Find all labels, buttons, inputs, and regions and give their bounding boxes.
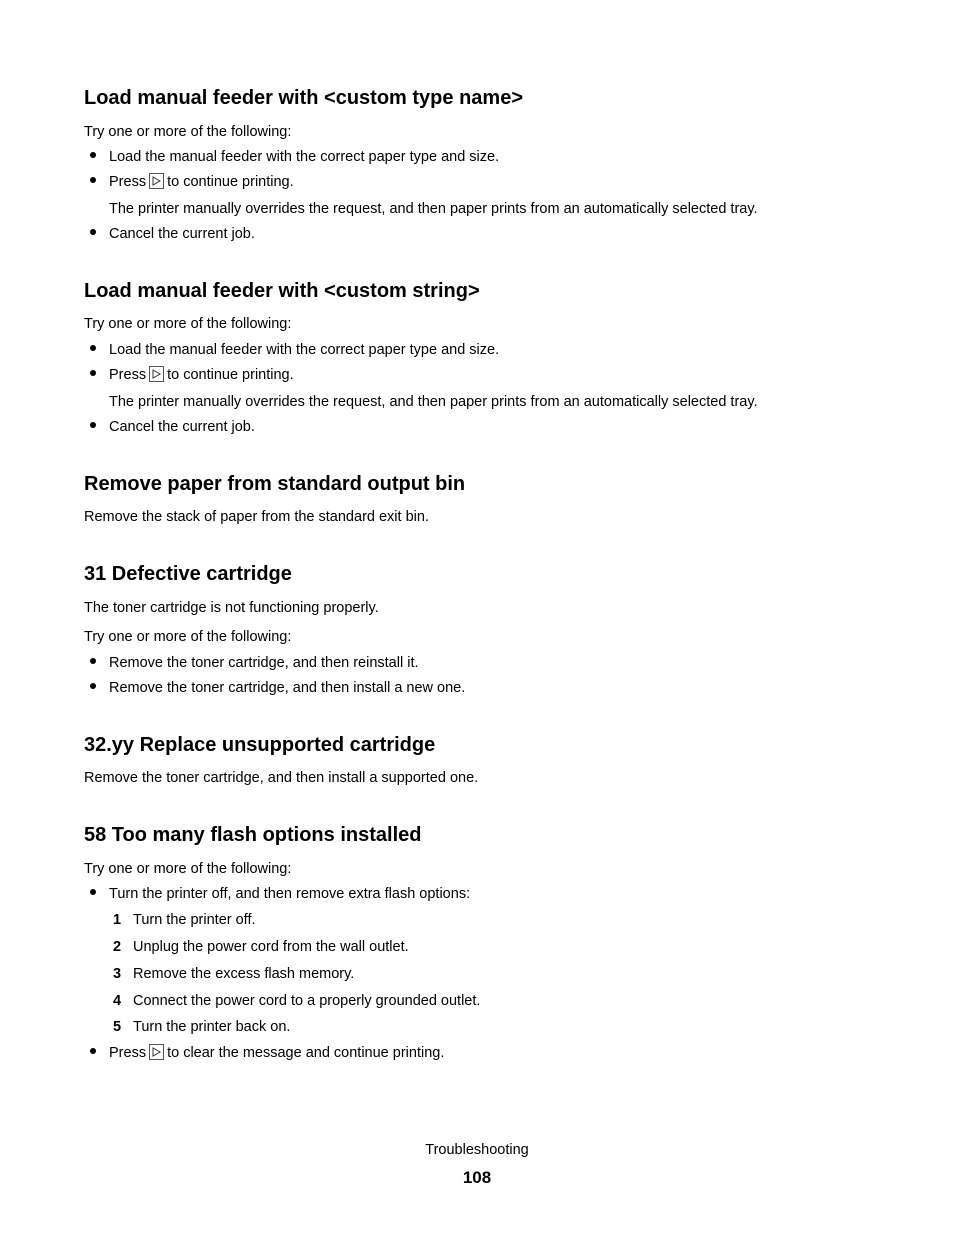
list-item: Cancel the current job. <box>90 225 255 243</box>
list-item: Press to continue printing. <box>90 173 294 191</box>
section-intro: Try one or more of the following: <box>84 861 292 877</box>
section-intro: Try one or more of the following: <box>84 629 292 645</box>
section-heading-58-flash-options: 58 Too many flash options installed <box>84 824 422 846</box>
bullet-icon <box>90 422 96 428</box>
numbered-step: 3 Remove the excess flash memory. <box>113 966 355 982</box>
section-heading-remove-paper: Remove paper from standard output bin <box>84 473 466 495</box>
note-text: The printer manually overrides the request, and then paper prints from an automatically selected tray. <box>109 201 758 217</box>
section-heading-32yy-replace-cartridge: 32.yy Replace unsupported cartridge <box>84 734 436 756</box>
list-item: Press to clear the message and continue printing. <box>90 1044 444 1062</box>
play-triangle-icon <box>149 173 164 189</box>
section-heading-custom-string: Load manual feeder with <custom string> <box>84 280 480 302</box>
section-intro: Try one or more of the following: <box>84 316 292 332</box>
bullet-icon <box>90 658 96 664</box>
list-item: Cancel the current job. <box>90 418 255 436</box>
page-number: 108 <box>462 1168 492 1187</box>
section-text: Remove the stack of paper from the standard exit bin. <box>84 509 429 525</box>
section-heading-31-defective-cartridge: 31 Defective cartridge <box>84 563 292 585</box>
bullet-icon <box>90 370 96 376</box>
list-item: Load the manual feeder with the correct paper type and size. <box>90 148 499 166</box>
list-item: Load the manual feeder with the correct paper type and size. <box>90 341 499 359</box>
list-item: Turn the printer off, and then remove extra flash options: <box>90 885 470 903</box>
section-heading-custom-type-name: Load manual feeder with <custom type name> <box>84 87 524 109</box>
note-text: The printer manually overrides the request, and then paper prints from an automatically selected tray. <box>109 394 758 410</box>
numbered-step: 4 Connect the power cord to a properly grounded outlet. <box>113 993 481 1009</box>
section-text: Remove the toner cartridge, and then install a supported one. <box>84 770 479 786</box>
bullet-icon <box>90 177 96 183</box>
list-item: Press to continue printing. <box>90 366 294 384</box>
play-triangle-icon <box>149 1044 164 1060</box>
bullet-icon <box>90 229 96 235</box>
bullet-icon <box>90 345 96 351</box>
play-triangle-icon <box>149 366 164 382</box>
bullet-icon <box>90 889 96 895</box>
bullet-icon <box>90 1048 96 1054</box>
footer-chapter-title: Troubleshooting <box>425 1142 529 1158</box>
section-intro: Try one or more of the following: <box>84 124 292 140</box>
bullet-icon <box>90 683 96 689</box>
bullet-icon <box>90 152 96 158</box>
section-text: The toner cartridge is not functioning properly. <box>84 600 379 616</box>
list-item: Remove the toner cartridge, and then reinstall it. <box>90 654 419 672</box>
numbered-step: 1 Turn the printer off. <box>113 912 256 928</box>
numbered-step: 2 Unplug the power cord from the wall outlet. <box>113 939 409 955</box>
numbered-step: 5 Turn the printer back on. <box>113 1019 291 1035</box>
list-item: Remove the toner cartridge, and then install a new one. <box>90 679 465 697</box>
